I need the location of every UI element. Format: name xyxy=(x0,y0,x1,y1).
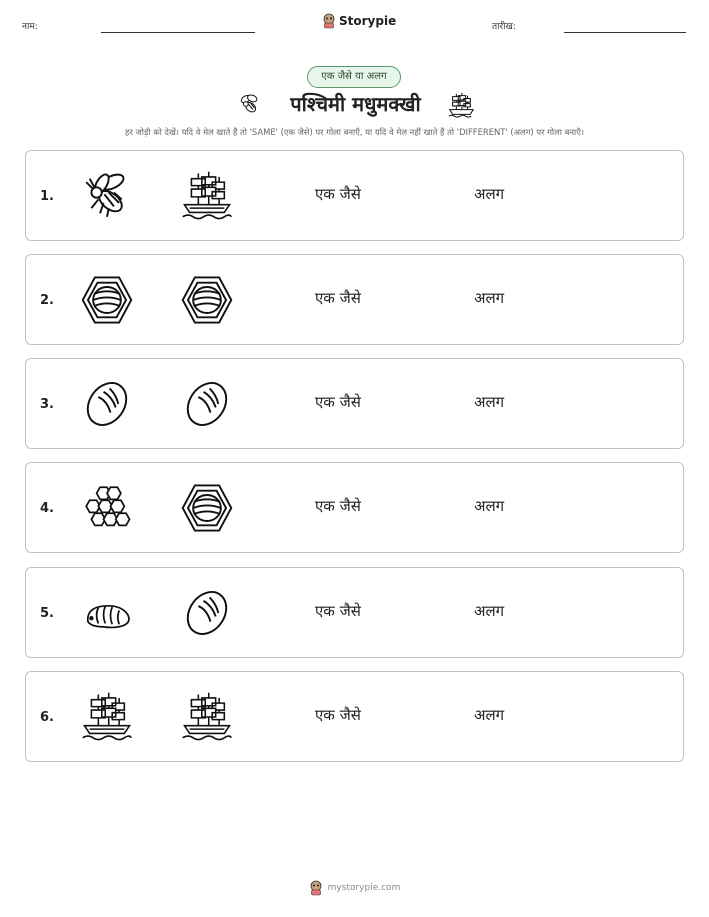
storypie-mascot-icon xyxy=(322,13,336,29)
question-row-3 xyxy=(25,358,684,449)
ship-icon xyxy=(181,170,233,222)
different-option[interactable]: अलग xyxy=(474,185,505,203)
date-label: तारीख: xyxy=(492,22,516,32)
row-number: 2. xyxy=(40,293,54,308)
different-option[interactable]: अलग xyxy=(474,497,505,515)
brand-name: Storypie xyxy=(339,14,397,28)
same-option[interactable]: एक जैसे xyxy=(315,393,361,411)
question-row-4 xyxy=(25,462,684,553)
different-option[interactable]: अलग xyxy=(474,289,505,307)
same-option[interactable]: एक जैसे xyxy=(315,497,361,515)
name-line[interactable] xyxy=(101,32,255,33)
larva-icon xyxy=(81,587,133,639)
seed-icon xyxy=(181,587,233,639)
storypie-mascot-icon xyxy=(309,880,323,896)
question-row-6 xyxy=(25,671,684,762)
same-option[interactable]: एक जैसे xyxy=(315,289,361,307)
name-label: नाम: xyxy=(22,22,38,32)
question-row-5 xyxy=(25,567,684,658)
seed-icon xyxy=(181,378,233,430)
date-line[interactable] xyxy=(564,32,686,33)
page-title: पश्चिमी मधुमक्खी xyxy=(290,92,421,116)
brand-logo xyxy=(322,13,396,29)
row-number: 6. xyxy=(40,710,54,725)
row-number: 4. xyxy=(40,501,54,516)
question-row-2 xyxy=(25,254,684,345)
seed-icon xyxy=(81,378,133,430)
ship-icon xyxy=(81,691,133,743)
ship-icon xyxy=(181,691,233,743)
honey-jar-icon xyxy=(181,274,233,326)
question-row-1 xyxy=(25,150,684,241)
worksheet-type-badge: एक जैसे या अलग xyxy=(307,66,401,88)
row-number: 3. xyxy=(40,397,54,412)
honeycomb-icon xyxy=(81,482,133,534)
row-number: 1. xyxy=(40,189,54,204)
same-option[interactable]: एक जैसे xyxy=(315,602,361,620)
different-option[interactable]: अलग xyxy=(474,706,505,724)
honey-jar-icon xyxy=(81,274,133,326)
bee-icon xyxy=(236,92,262,116)
instructions: हर जोड़ी को देखें। यदि वे मेल खाते हैं तो 'SAME' (एक जैसे) पर गोला बनाएँ, या यदि वे मेल नहीं खाते हैं तो 'DIFFERENT' (अलग) पर गोला बनाएँ। xyxy=(125,127,584,137)
row-number: 5. xyxy=(40,606,54,621)
same-option[interactable]: एक जैसे xyxy=(315,706,361,724)
ship-icon xyxy=(447,91,475,119)
different-option[interactable]: अलग xyxy=(474,602,505,620)
footer xyxy=(0,880,709,896)
same-option[interactable]: एक जैसे xyxy=(315,185,361,203)
footer-url[interactable]: mystorypie.com xyxy=(327,883,401,893)
bee-icon xyxy=(81,170,133,222)
honey-jar-icon xyxy=(181,482,233,534)
different-option[interactable]: अलग xyxy=(474,393,505,411)
